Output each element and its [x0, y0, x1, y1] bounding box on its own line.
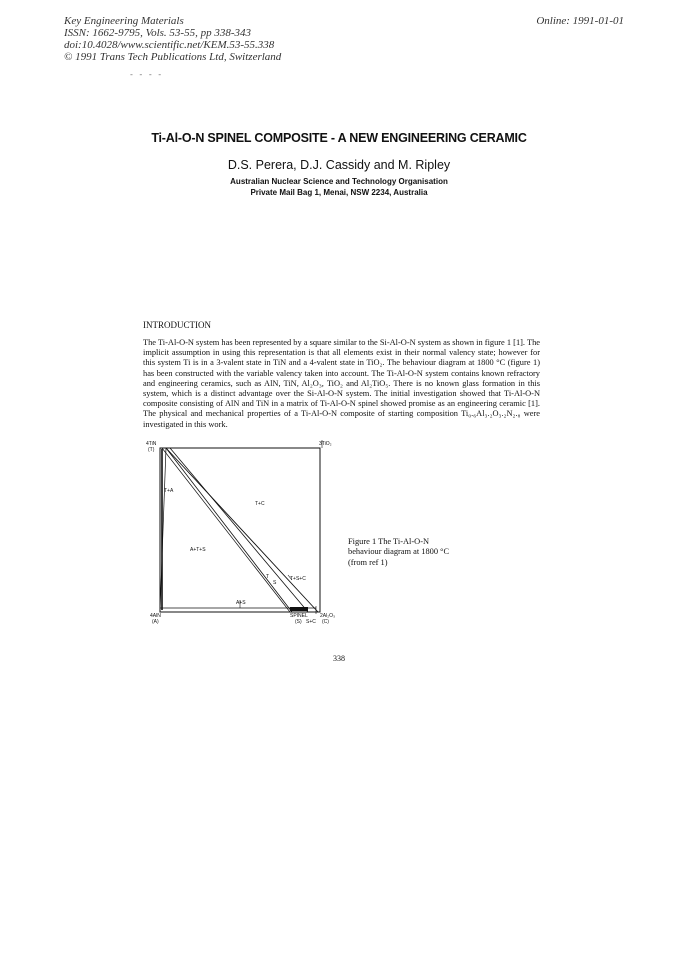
region-label-t-plus-c: T+C — [255, 501, 265, 507]
region-label-s-plus-c: S+C — [306, 619, 316, 625]
page-number: 338 — [333, 654, 345, 663]
copyright-line: © 1991 Trans Tech Publications Ltd, Switzerland — [64, 51, 282, 63]
region-label-a-s: A+S — [236, 600, 246, 606]
affiliation — [0, 176, 678, 198]
boundary-steep — [160, 448, 166, 612]
journal-name: Key Engineering Materials — [64, 15, 184, 27]
corner-label-al2o3: 2Al₂O₃ — [320, 613, 336, 619]
caption-line-2: behaviour diagram at 1800 °C — [348, 547, 450, 557]
journal-header — [64, 15, 624, 63]
region-label-s: S — [273, 580, 277, 586]
spinel-label: SPINEL — [290, 613, 308, 619]
doi-line: doi:10.4028/www.scientific.net/KEM.53-55.338 — [64, 39, 275, 51]
corner-label-c: (C) — [322, 619, 329, 625]
boundary-diagonal-2 — [170, 448, 308, 612]
corner-label-tio2: 3TiO₂ — [319, 441, 332, 447]
online-date: Online: 1991-01-01 — [536, 15, 624, 27]
issn-line: ISSN: 1662-9795, Vols. 53-55, pp 338-343 — [64, 27, 251, 39]
paper-title: Ti-Al-O-N SPINEL COMPOSITE - A NEW ENGINEERING CERAMIC — [151, 131, 527, 145]
boundary-diagonal-main — [166, 448, 318, 612]
region-label-t: T — [266, 574, 270, 580]
introduction-paragraph: The Ti-Al-O-N system has been represented by a square similar to the Si-Al-O-N system as shown in figure 1 [1]. The implicit assumption in using this representation is that all elements exist in their normal valency state; however for this system Ti is in a 3-valent state in TiN and a 4-valent state in TiO₂. The behaviour diagram at 1800 °C (figure 1) has been constructed with the variable valency taken into account. The Ti-Al-O-N system contains known refractory and engineering ceramics, such as AlN, TiN, Al₂O₃, TiO₂ and Al₂TiO₅. There is no known glass formation in this system, which is a distinct advantage over the Si-Al-O-N system. The initial investigation showed that Ti-Al-O-N composite consisting of AlN and TiN in a matrix of Ti-Al-O-N spinel showed promise as an engineering ceramic [1]. The physical and mechanical properties of a Ti-Al-O-N composite of starting composition Ti₀.₆Al₃.₂O₃.₂N₂.₈ were investigated in this work. — [143, 338, 540, 429]
behaviour-diagram-svg — [140, 440, 350, 630]
caption-line-3: (from ref 1) — [348, 557, 388, 567]
section-heading-introduction: INTRODUCTION — [143, 320, 211, 330]
corner-label-tin: 4TiN — [146, 441, 157, 447]
region-label-t-plus-a: T+A — [164, 488, 174, 494]
boundary-diagonal-4 — [162, 448, 290, 612]
boundary-diagonal-3 — [166, 448, 292, 612]
corner-label-a: (A) — [152, 619, 159, 625]
corner-label-aln: 4AlN — [150, 613, 161, 619]
region-label-t-s-c: T+S+C — [290, 576, 306, 582]
affiliation-line-1: Australian Nuclear Science and Technology Organisation — [230, 177, 448, 186]
spinel-abbr-label: (S) — [295, 619, 302, 625]
corner-label-t: (T) — [148, 447, 155, 453]
diagram-frame — [160, 448, 320, 612]
scan-artifact: - - - - — [130, 70, 164, 79]
caption-line-1: Figure 1 The Ti-Al-O-N — [348, 537, 430, 546]
region-label-a-t-s: A+T+S — [190, 547, 206, 553]
figure-caption — [348, 537, 488, 568]
spinel-region — [290, 607, 308, 611]
paper-authors: D.S. Perera, D.J. Cassidy and M. Ripley — [227, 158, 451, 172]
behaviour-diagram — [140, 440, 350, 630]
affiliation-line-2: Private Mail Bag 1, Menai, NSW 2234, Australia — [250, 188, 428, 197]
